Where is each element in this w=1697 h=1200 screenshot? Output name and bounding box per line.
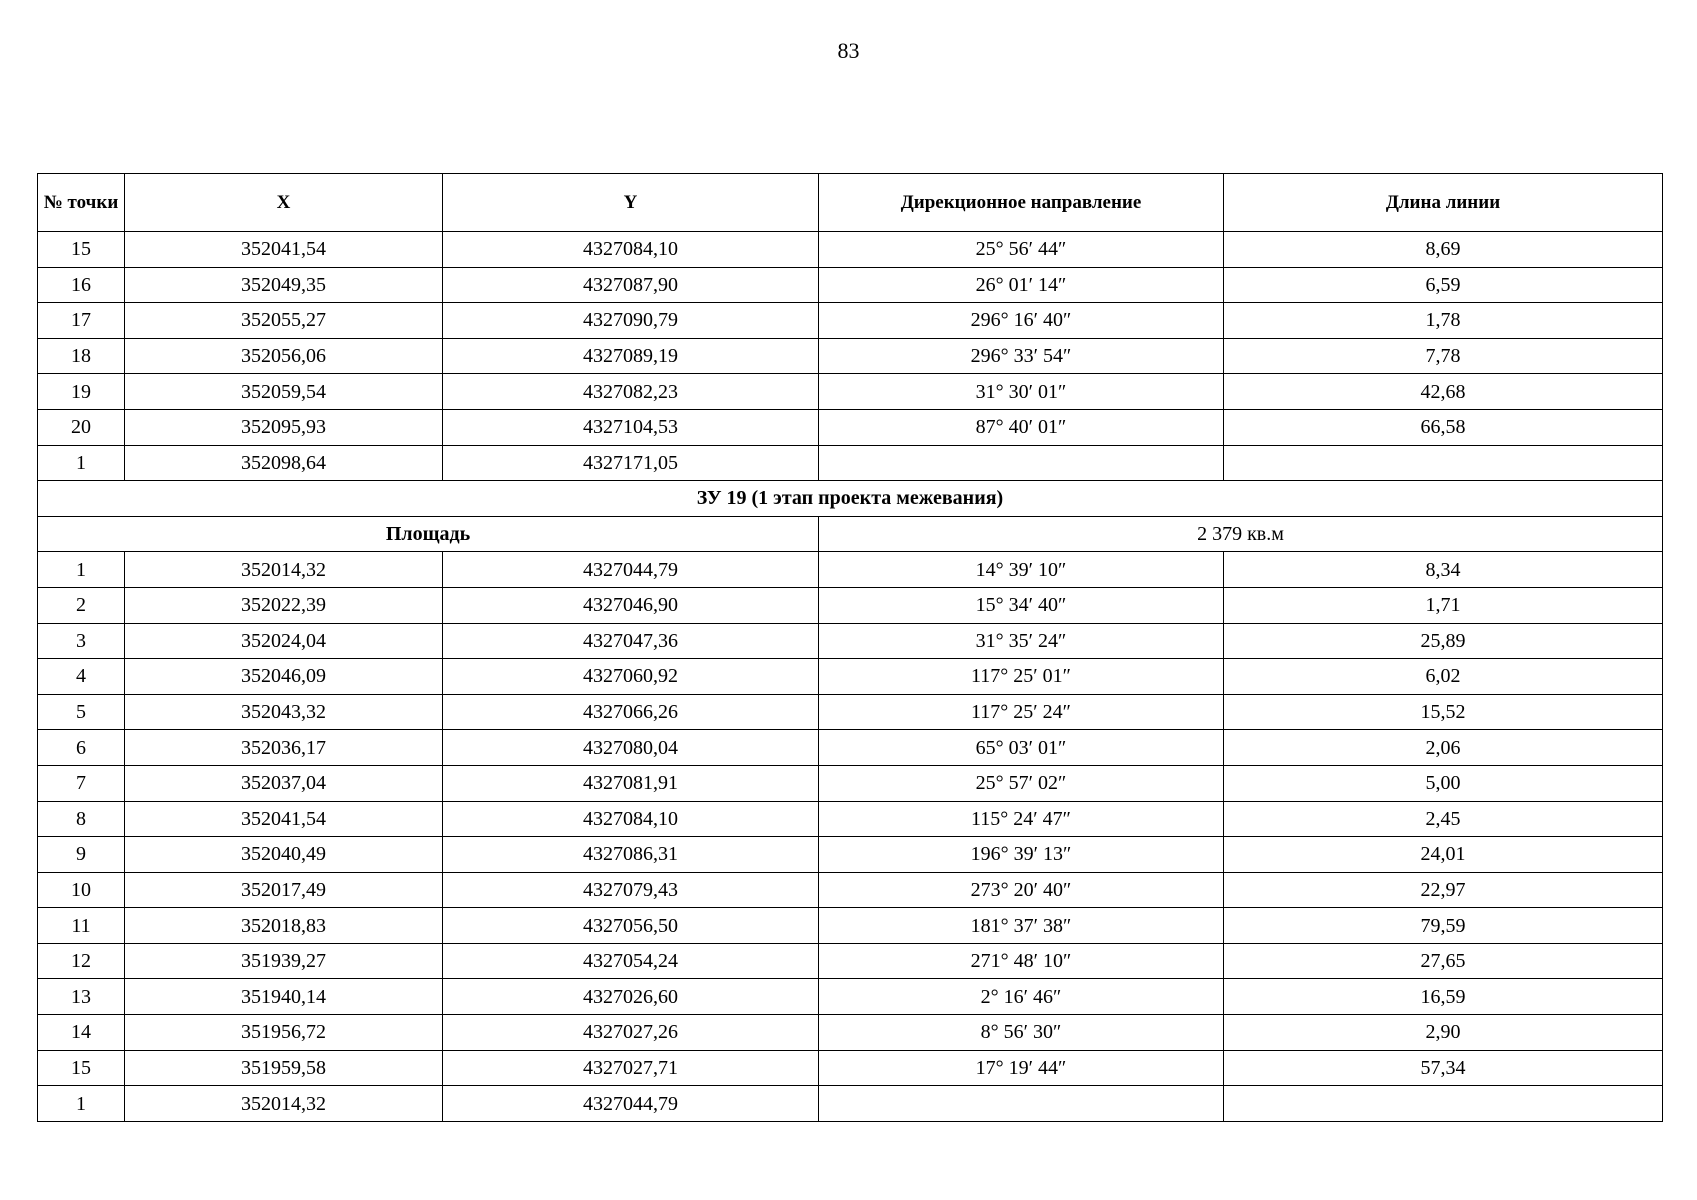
cell-direction: 25° 57′ 02″ [819, 765, 1224, 801]
cell-direction: 26° 01′ 14″ [819, 267, 1224, 303]
cell-y: 4327081,91 [443, 765, 819, 801]
cell-direction: 196° 39′ 13″ [819, 837, 1224, 873]
table-row [38, 694, 1663, 730]
cell-y: 4327046,90 [443, 587, 819, 623]
cell-y: 4327087,90 [443, 267, 819, 303]
table-row [38, 730, 1663, 766]
cell-direction: 87° 40′ 01″ [819, 409, 1224, 445]
cell-x: 352055,27 [125, 303, 443, 339]
table-row [38, 374, 1663, 410]
cell-length: 5,00 [1224, 765, 1663, 801]
cell-direction [819, 445, 1224, 481]
table-row [38, 837, 1663, 873]
table-body-part2 [38, 552, 1663, 1122]
cell-direction: 14° 39′ 10″ [819, 552, 1224, 588]
cell-x: 352014,32 [125, 552, 443, 588]
table-row [38, 623, 1663, 659]
cell-point-number: 6 [38, 730, 125, 766]
cell-point-number: 20 [38, 409, 125, 445]
cell-x: 352014,32 [125, 1086, 443, 1122]
table-body-part1 [38, 232, 1663, 481]
cell-direction: 296° 16′ 40″ [819, 303, 1224, 339]
table-row [38, 1086, 1663, 1122]
cell-length [1224, 1086, 1663, 1122]
area-label: Площадь [38, 516, 819, 552]
table-row [38, 1015, 1663, 1051]
header-x: X [125, 174, 443, 232]
cell-point-number: 19 [38, 374, 125, 410]
table-header-row [38, 174, 1663, 232]
cell-y: 4327082,23 [443, 374, 819, 410]
cell-y: 4327084,10 [443, 232, 819, 268]
cell-y: 4327044,79 [443, 1086, 819, 1122]
cell-x: 352043,32 [125, 694, 443, 730]
cell-point-number: 14 [38, 1015, 125, 1051]
cell-length: 79,59 [1224, 908, 1663, 944]
cell-y: 4327026,60 [443, 979, 819, 1015]
cell-x: 352046,09 [125, 659, 443, 695]
cell-length: 2,06 [1224, 730, 1663, 766]
area-value: 2 379 кв.м [819, 516, 1663, 552]
cell-length: 6,59 [1224, 267, 1663, 303]
cell-length [1224, 445, 1663, 481]
cell-y: 4327171,05 [443, 445, 819, 481]
cell-x: 351940,14 [125, 979, 443, 1015]
cell-length: 27,65 [1224, 943, 1663, 979]
cell-x: 352040,49 [125, 837, 443, 873]
cell-direction: 25° 56′ 44″ [819, 232, 1224, 268]
cell-direction: 271° 48′ 10″ [819, 943, 1224, 979]
table-row [38, 303, 1663, 339]
cell-direction [819, 1086, 1224, 1122]
cell-y: 4327086,31 [443, 837, 819, 873]
cell-y: 4327044,79 [443, 552, 819, 588]
cell-x: 352049,35 [125, 267, 443, 303]
header-line-length: Длина линии [1224, 174, 1663, 232]
cell-length: 15,52 [1224, 694, 1663, 730]
cell-x: 352024,04 [125, 623, 443, 659]
cell-x: 351939,27 [125, 943, 443, 979]
cell-x: 352041,54 [125, 801, 443, 837]
cell-y: 4327079,43 [443, 872, 819, 908]
section-title-row [38, 481, 1663, 517]
cell-x: 351956,72 [125, 1015, 443, 1051]
cell-length: 57,34 [1224, 1050, 1663, 1086]
cell-point-number: 16 [38, 267, 125, 303]
cell-direction: 181° 37′ 38″ [819, 908, 1224, 944]
cell-point-number: 2 [38, 587, 125, 623]
cell-x: 352098,64 [125, 445, 443, 481]
table-row [38, 232, 1663, 268]
cell-y: 4327066,26 [443, 694, 819, 730]
cell-y: 4327104,53 [443, 409, 819, 445]
cell-point-number: 1 [38, 445, 125, 481]
cell-direction: 273° 20′ 40″ [819, 872, 1224, 908]
cell-point-number: 13 [38, 979, 125, 1015]
cell-direction: 17° 19′ 44″ [819, 1050, 1224, 1086]
cell-length: 25,89 [1224, 623, 1663, 659]
cell-point-number: 3 [38, 623, 125, 659]
cell-x: 352036,17 [125, 730, 443, 766]
cell-length: 42,68 [1224, 374, 1663, 410]
cell-length: 66,58 [1224, 409, 1663, 445]
cell-x: 352095,93 [125, 409, 443, 445]
cell-length: 2,45 [1224, 801, 1663, 837]
cell-x: 352059,54 [125, 374, 443, 410]
table-row [38, 979, 1663, 1015]
cell-length: 22,97 [1224, 872, 1663, 908]
cell-direction: 117° 25′ 01″ [819, 659, 1224, 695]
cell-y: 4327054,24 [443, 943, 819, 979]
cell-direction: 115° 24′ 47″ [819, 801, 1224, 837]
cell-direction: 117° 25′ 24″ [819, 694, 1224, 730]
table-row [38, 552, 1663, 588]
cell-x: 352037,04 [125, 765, 443, 801]
page-number: 83 [837, 38, 860, 63]
table-row [38, 445, 1663, 481]
table-row [38, 409, 1663, 445]
section-title: ЗУ 19 (1 этап проекта межевания) [38, 481, 1663, 517]
cell-length: 8,34 [1224, 552, 1663, 588]
cell-y: 4327080,04 [443, 730, 819, 766]
cell-point-number: 17 [38, 303, 125, 339]
cell-length: 1,78 [1224, 303, 1663, 339]
cell-direction: 15° 34′ 40″ [819, 587, 1224, 623]
table-row [38, 908, 1663, 944]
cell-y: 4327027,71 [443, 1050, 819, 1086]
cell-y: 4327047,36 [443, 623, 819, 659]
cell-x: 351959,58 [125, 1050, 443, 1086]
cell-point-number: 10 [38, 872, 125, 908]
cell-point-number: 15 [38, 1050, 125, 1086]
cell-y: 4327090,79 [443, 303, 819, 339]
cell-point-number: 4 [38, 659, 125, 695]
cell-direction: 296° 33′ 54″ [819, 338, 1224, 374]
header-point-number: № точки [38, 174, 125, 232]
table-row [38, 801, 1663, 837]
cell-direction: 31° 35′ 24″ [819, 623, 1224, 659]
cell-y: 4327060,92 [443, 659, 819, 695]
table-row [38, 338, 1663, 374]
table-row [38, 267, 1663, 303]
cell-point-number: 11 [38, 908, 125, 944]
cell-length: 7,78 [1224, 338, 1663, 374]
cell-x: 352056,06 [125, 338, 443, 374]
cell-point-number: 7 [38, 765, 125, 801]
cell-y: 4327084,10 [443, 801, 819, 837]
cell-point-number: 1 [38, 1086, 125, 1122]
table-row [38, 872, 1663, 908]
cell-x: 352018,83 [125, 908, 443, 944]
cell-direction: 31° 30′ 01″ [819, 374, 1224, 410]
header-direction: Дирекционное направление [819, 174, 1224, 232]
cell-y: 4327027,26 [443, 1015, 819, 1051]
cell-x: 352022,39 [125, 587, 443, 623]
table-row [38, 1050, 1663, 1086]
cell-length: 16,59 [1224, 979, 1663, 1015]
section-block [38, 481, 1663, 552]
table-row [38, 765, 1663, 801]
coordinates-table [37, 173, 1663, 1122]
cell-direction: 8° 56′ 30″ [819, 1015, 1224, 1051]
cell-point-number: 9 [38, 837, 125, 873]
table-row [38, 587, 1663, 623]
cell-length: 1,71 [1224, 587, 1663, 623]
cell-point-number: 5 [38, 694, 125, 730]
cell-point-number: 15 [38, 232, 125, 268]
area-row [38, 516, 1663, 552]
cell-point-number: 1 [38, 552, 125, 588]
cell-length: 8,69 [1224, 232, 1663, 268]
table-row [38, 943, 1663, 979]
cell-y: 4327089,19 [443, 338, 819, 374]
cell-length: 24,01 [1224, 837, 1663, 873]
cell-point-number: 18 [38, 338, 125, 374]
cell-length: 6,02 [1224, 659, 1663, 695]
cell-direction: 2° 16′ 46″ [819, 979, 1224, 1015]
cell-point-number: 8 [38, 801, 125, 837]
cell-direction: 65° 03′ 01″ [819, 730, 1224, 766]
cell-length: 2,90 [1224, 1015, 1663, 1051]
cell-x: 352041,54 [125, 232, 443, 268]
table-row [38, 659, 1663, 695]
cell-point-number: 12 [38, 943, 125, 979]
header-y: Y [443, 174, 819, 232]
cell-y: 4327056,50 [443, 908, 819, 944]
cell-x: 352017,49 [125, 872, 443, 908]
